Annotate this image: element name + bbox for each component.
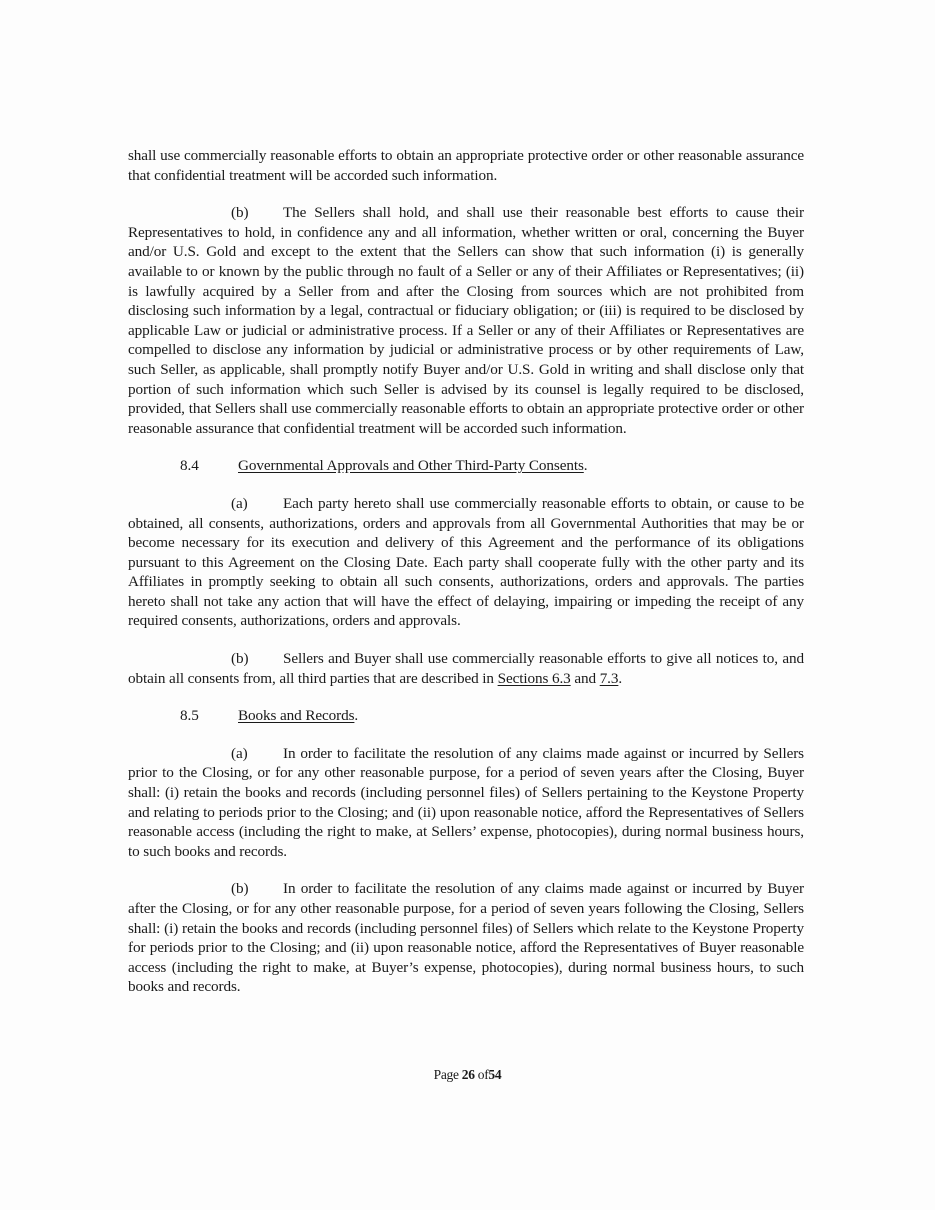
- section-title: Governmental Approvals and Other Third-Party Consents: [238, 457, 584, 475]
- paragraph-8-5-b: [128, 879, 804, 997]
- page-word: Page: [433, 1067, 459, 1082]
- page-footer: [0, 1067, 935, 1083]
- document-body: [128, 146, 804, 997]
- paragraph-text: Each party hereto shall use commercially reasonable efforts to obtain, or cause to be obtained, all consents, authorizations, orders and approvals from all Governmental Authorities that may be or become necessary for its execution and delivery of this Agreement and the performance of its obligations pursuant to this Agreement on the Closing Date. Each party shall cooperate fully with the other party and its Affiliates in promptly seeking to obtain all such consents, authorizations, orders and approvals. The parties hereto shall not take any action that will have the effect of delaying, impairing or impeding the receipt of any required consents, authorizations, orders and approvals.: [128, 494, 804, 630]
- section-title-suffix: .: [354, 707, 359, 725]
- section-heading-8-5: [128, 706, 804, 726]
- section-title: Books and Records: [238, 707, 355, 725]
- section-heading-8-4: [128, 456, 804, 476]
- section-title-suffix: .: [583, 457, 588, 475]
- paragraph-8-4-b: [128, 649, 804, 688]
- subsection-label: (a): [231, 744, 248, 762]
- paragraph-8-3-b: [128, 203, 804, 438]
- subsection-label: (b): [231, 650, 249, 668]
- current-page-number: 26: [461, 1067, 475, 1082]
- paragraph-text: In order to facilitate the resolution of any claims made against or incurred by Buyer after the Closing, or for any other reasonable purpose, for a period of seven years following the Closing, Sellers shall: (i) retain the books and records (including personnel files) of Sellers which relate to the Keystone Property for periods prior to the Closing; and (ii) upon reasonable notice, afford the Representatives of Buyer reasonable access (including the right to make, at Buyer’s expense, photocopies), during normal business hours, to such books and records.: [128, 880, 804, 996]
- paragraph-text: Sellers and Buyer shall use commercially reasonable efforts to give all notices to, and obtain all consents from, all third parties that are described in: [128, 650, 804, 687]
- paragraph-text: and: [570, 669, 600, 687]
- section-number: 8.5: [180, 707, 199, 725]
- paragraph-continuation: shall use commercially reasonable efforts to obtain an appropriate protective order or other reasonable assurance that confidential treatment will be accorded such information.: [128, 147, 804, 184]
- paragraph-text: In order to facilitate the resolution of any claims made against or incurred by Sellers prior to the Closing, or for any other reasonable purpose, for a period of seven years after the Closing, Buyer shall: (i) retain the books and records (including personnel files) of Sellers pertaining to the Keystone Property and relating to periods prior to the Closing; and (ii) upon reasonable notice, afford the Representatives of Sellers reasonable access (including the right to make, at Sellers’ expense, photocopies), during normal business hours, to such books and records.: [128, 744, 804, 860]
- subsection-label: (a): [231, 494, 248, 512]
- section-reference-6-3: Sections 6.3: [497, 669, 571, 687]
- subsection-label: (b): [231, 204, 249, 222]
- paragraph-8-5-a: [128, 744, 804, 862]
- section-number: 8.4: [180, 457, 199, 475]
- paragraph-8-4-a: [128, 494, 804, 631]
- total-pages-number: 54: [488, 1067, 502, 1082]
- subsection-label: (b): [231, 880, 249, 898]
- section-reference-7-3: 7.3: [599, 669, 619, 687]
- paragraph-text: .: [618, 669, 623, 687]
- of-word: of: [477, 1067, 489, 1082]
- paragraph-text: The Sellers shall hold, and shall use their reasonable best efforts to cause their Representatives to hold, in confidence any and all information, whether written or oral, concerning the Buyer and/or U.S. Gold and except to the extent that the Sellers can show that such information (i) is generally available to or known by the public through no fault of a Seller or any of their Affiliates or Representatives; (ii) is lawfully acquired by a Seller from and after the Closing from sources which are not prohibited from disclosing such information by a legal, contractual or fiduciary obligation; or (iii) is required to be disclosed by applicable Law or judicial or administrative process. If a Seller or any of their Affiliates or Representatives are compelled to disclose any information by judicial or administrative process or by other requirements of Law, such Seller, as applicable, shall promptly notify Buyer and/or U.S. Gold in writing and shall disclose only that portion of such information which such Seller is advised by its counsel is legally required to be disclosed, provided, that Sellers shall use commercially reasonable efforts to obtain an appropriate protective order or other reasonable assurance that confidential treatment will be accorded such information.: [128, 204, 804, 437]
